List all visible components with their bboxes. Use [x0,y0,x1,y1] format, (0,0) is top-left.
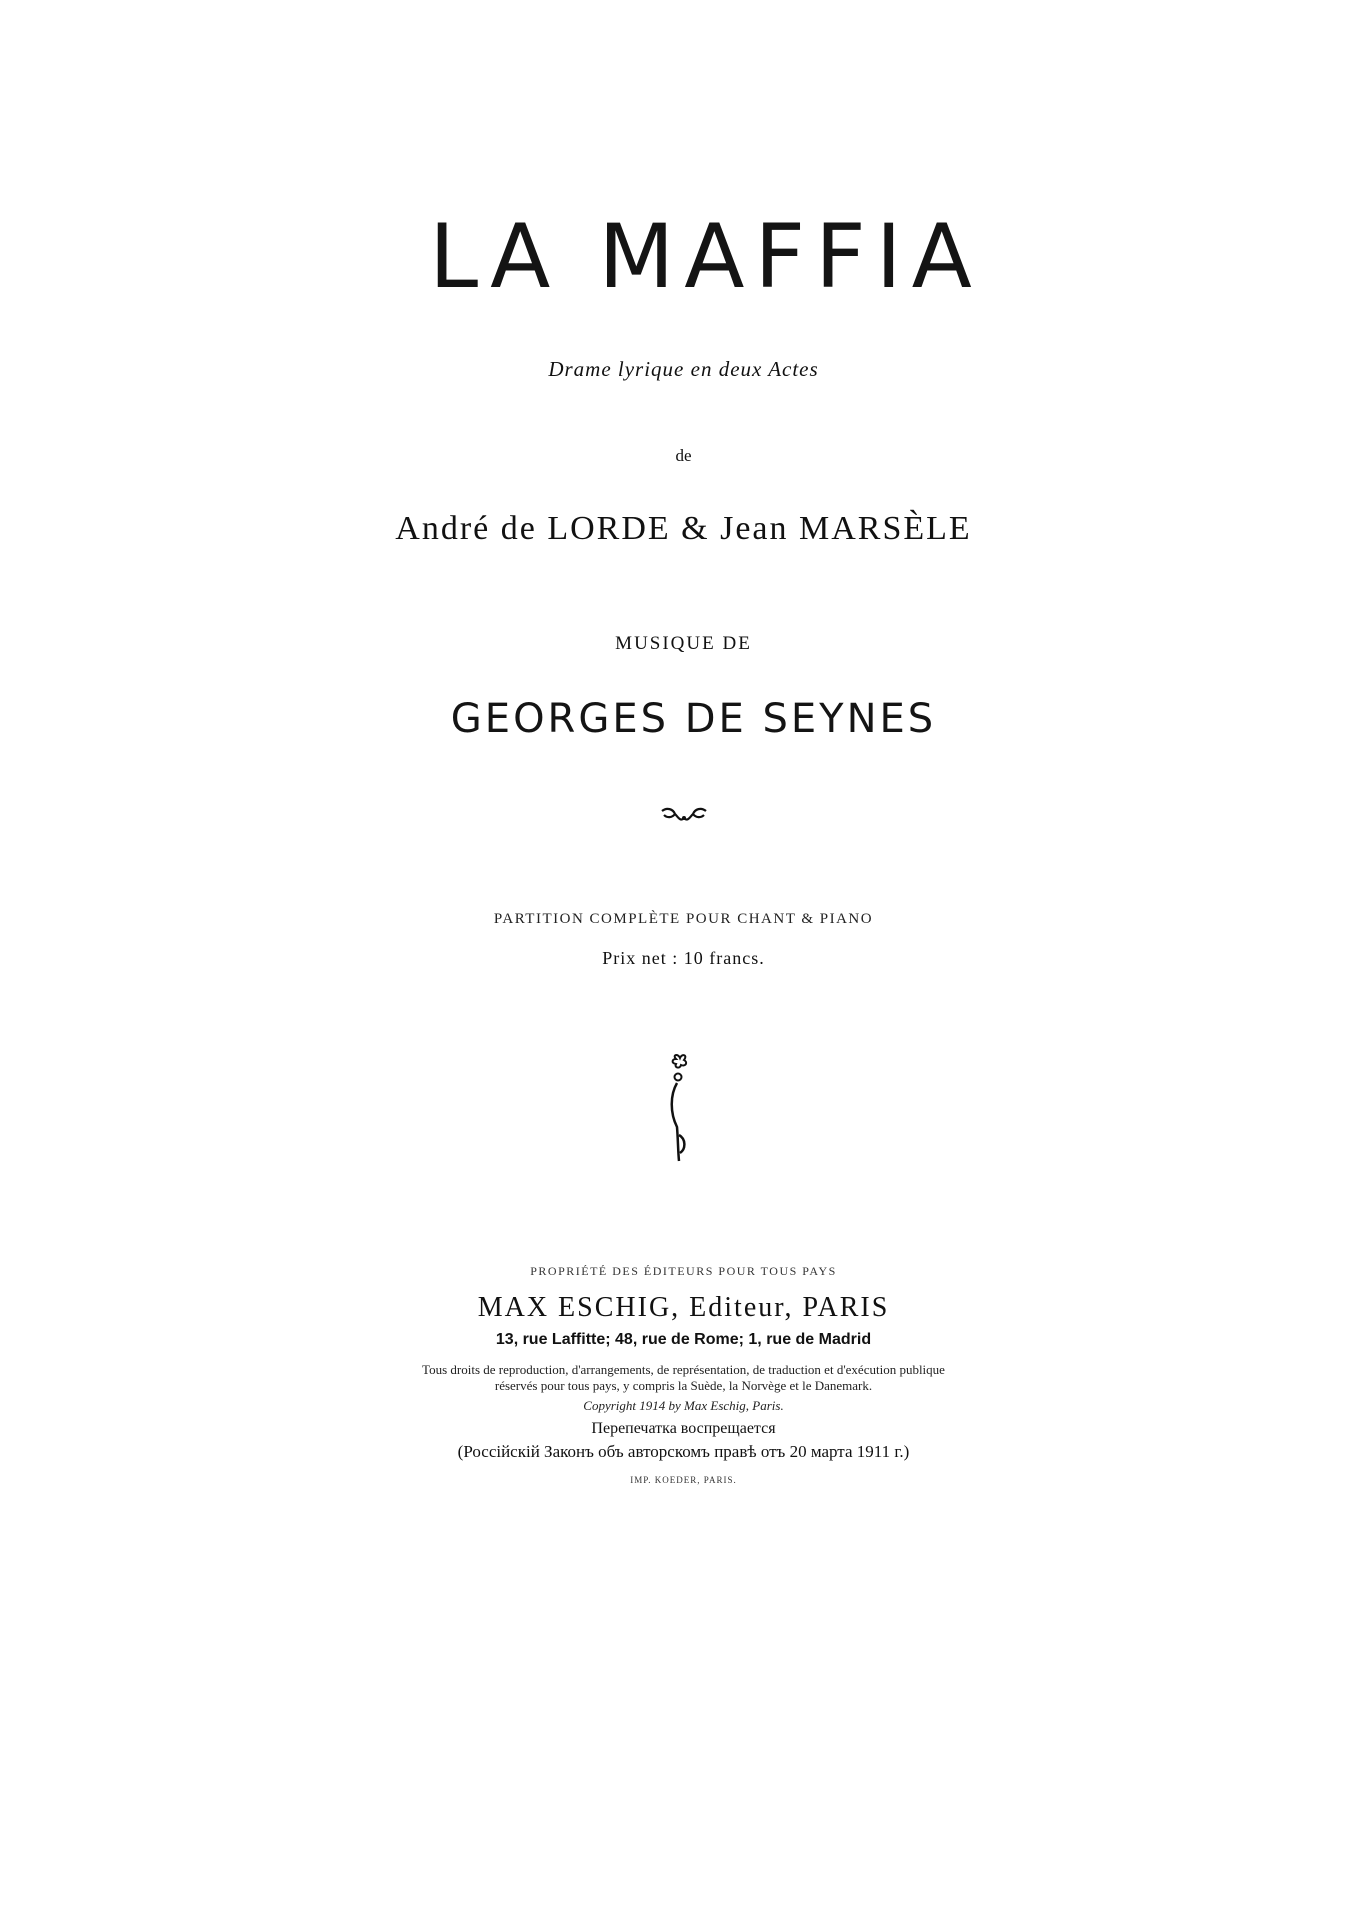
law-notice: (Россійскій Законъ объ авторскомъ правѣ отъ 20 марта 1911 г.) [457,1442,910,1461]
flower-stem-ornament-icon [0,1053,1367,1168]
publisher-addresses: 13, rue Laffitte; 48, rue de Rome; 1, rue de Madrid [495,1331,872,1348]
by-word: de [675,446,692,465]
printer: IMP. KOEDER, PARIS. [630,1475,737,1485]
price: Prix net : 10 francs. [602,948,765,968]
authors: André de LORDE & Jean MARSÈLE [395,510,972,547]
rights-line-2: réservés pour tous pays, y compris la Suède, la Norvège et le Danemark. [494,1378,873,1393]
music-by-label: MUSIQUE DE [615,633,752,654]
ownership-note: PROPRIÉTÉ DES ÉDITEURS POUR TOUS PAYS [530,1264,837,1278]
reprint-notice: Перепечатка воспрещается [591,1420,776,1437]
page-title: LA MAFFIA [429,205,982,308]
composer: GEORGES DE SEYNES [450,696,937,742]
copyright: Copyright 1914 by Max Eschig, Paris. [583,1398,784,1413]
publisher: MAX ESCHIG, Editeur, PARIS [477,1292,890,1323]
edition-note: PARTITION COMPLÈTE POUR CHANT & PIANO [493,911,874,927]
subtitle: Drame lyrique en deux Actes [548,357,819,381]
rights-notice [0,1362,1367,1394]
leaf-ornament-icon [0,805,1367,832]
rights-line-1: Tous droits de reproduction, d'arrangements, de représentation, de traduction et d'exécution publique [422,1362,945,1377]
